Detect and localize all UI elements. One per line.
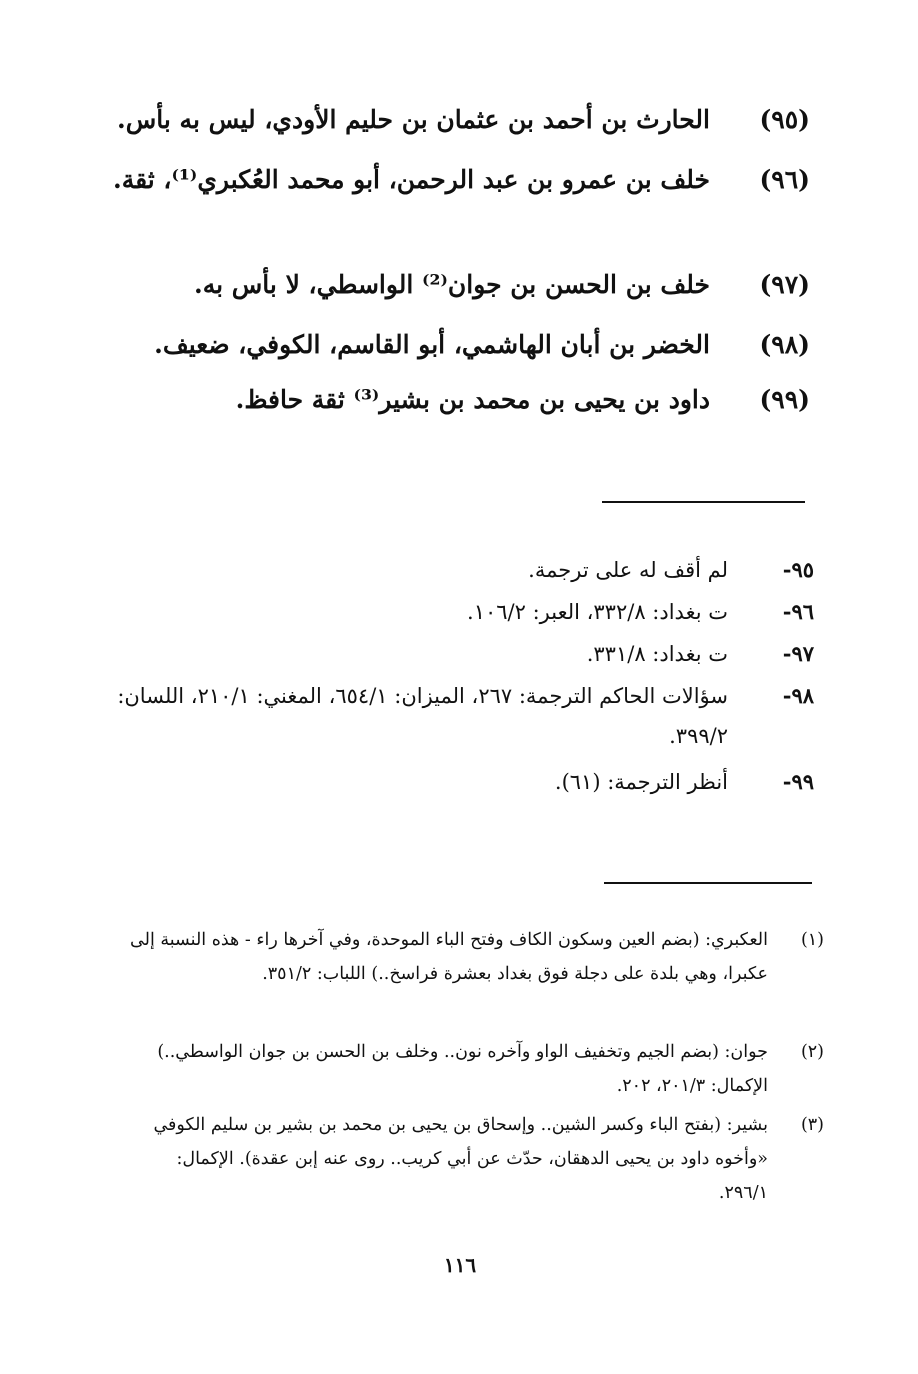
entry-number: (٩٥)	[759, 105, 810, 134]
entry-text: الحارث بن أحمد بن عثمان بن حليم الأودي، ليس به بأس.	[117, 105, 710, 134]
source-note-95	[114, 550, 814, 590]
footnote-text: جوان: (بضم الجيم وتخفيف الواو وآخره نون.. وخلف بن الحسن بن جوان الواسطي..) الإكمال: ٢٠١/٣، ٢٠٢.	[157, 1042, 768, 1096]
entry-95	[110, 93, 810, 147]
source-number: ٩٧-	[782, 641, 814, 666]
source-note-97	[114, 634, 814, 674]
entry-text: داود بن يحيى بن محمد بن بشير⁽³⁾ ثقة حافظ.	[235, 385, 710, 414]
source-text: أنظر الترجمة: (٦١).	[554, 770, 728, 794]
footnote-2	[124, 1035, 824, 1103]
footnote-divider	[604, 882, 812, 884]
entry-number: (٩٨)	[759, 330, 810, 359]
entry-number: (٩٦)	[759, 165, 810, 194]
source-note-98	[114, 676, 814, 756]
footnote-text: العكبري: (بضم العين وسكون الكاف وفتح الباء الموحدة، وفي آخرها راء - هذه النسبة إلى عكبرا، وهي بلدة على دجلة فوق بغداد بعشرة فراسخ..) اللباب: ٣٥١/٢.	[130, 930, 768, 984]
entry-number: (٩٧)	[759, 270, 810, 299]
footnote-text: بشير: (بفتح الباء وكسر الشين.. وإسحاق بن يحيى بن محمد بن بشير بن سليم الكوفي «وأخوه داود بن يحيى الدهقان، حدّث عن أبي كريب.. روى عنه إبن عقدة). الإكمال: ٢٩٦/١.	[153, 1115, 768, 1203]
entry-text: الخضر بن أبان الهاشمي، أبو القاسم، الكوفي، ضعيف.	[154, 330, 710, 359]
footnote-1	[124, 923, 824, 991]
source-text: ت بغداد: ٣٣٢/٨، العبر: ١٠٦/٢.	[467, 600, 728, 624]
footnote-number: (١)	[800, 930, 824, 950]
source-number: ٩٦-	[782, 599, 814, 624]
source-number: ٩٩-	[782, 769, 814, 794]
entry-99	[110, 373, 810, 427]
source-text: سؤالات الحاكم الترجمة: ٢٦٧، الميزان: ٦٥٤/١، المغني: ٢١٠/١، اللسان: ٣٩٩/٢.	[117, 684, 728, 748]
footnote-number: (٣)	[800, 1115, 824, 1135]
source-text: لم أقف له على ترجمة.	[528, 558, 728, 582]
source-text: ت بغداد: ٣٣١/٨.	[586, 642, 728, 666]
section-divider	[602, 501, 805, 503]
page-number: ١١٦	[443, 1253, 477, 1277]
entry-text: خلف بن الحسن بن جوان⁽²⁾ الواسطي، لا بأس به.	[194, 270, 710, 299]
source-number: ٩٨-	[782, 683, 814, 708]
entry-97	[110, 258, 810, 312]
footnote-number: (٢)	[800, 1042, 824, 1062]
entry-98	[110, 318, 810, 372]
entry-text: خلف بن عمرو بن عبد الرحمن، أبو محمد العُكبري⁽¹⁾، ثقة.	[113, 165, 710, 194]
source-number: ٩٥-	[782, 557, 814, 582]
source-note-96	[114, 592, 814, 632]
entry-number: (٩٩)	[759, 385, 810, 414]
entry-96	[110, 153, 810, 207]
source-note-99	[114, 762, 814, 802]
footnote-3	[124, 1108, 824, 1210]
